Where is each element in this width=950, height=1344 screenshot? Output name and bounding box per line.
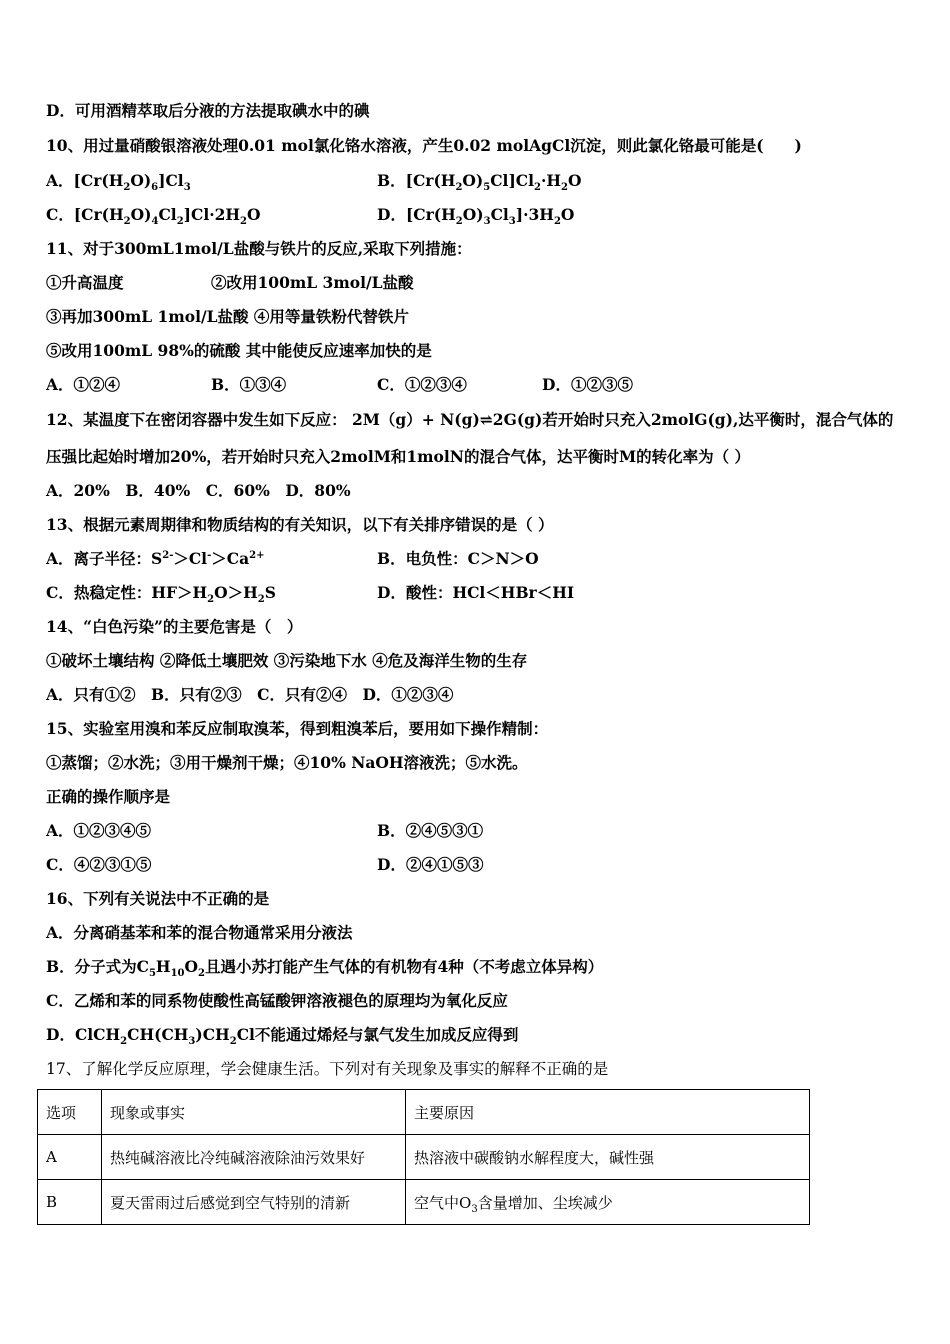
q15-order-prompt: 正确的操作顺序是 [46, 787, 171, 806]
q10-option-c: C．$[Cr(H_2O)_4Cl_2]Cl\cdot 2H_2O$ [46, 205, 261, 228]
q16-option-a: A．分离硝基苯和苯的混合物通常采用分液法 [46, 923, 353, 942]
row-a-fact: 热纯碱溶液比冷纯碱溶液除油污效果好 [102, 1135, 406, 1180]
q15-steps: ①蒸馏；②水洗；③用干燥剂干燥；④10% NaOH溶液洗；⑤水洗。 [46, 753, 528, 772]
q15-option-b: B．②④⑤③① [377, 821, 484, 840]
q15-option-c: C．④②③①⑤ [46, 855, 152, 874]
q16-option-d: D．$ClCH_2CH(CH_3)CH_2Cl$不能通过烯烃与氯气发生加成反应得到 [46, 1025, 519, 1048]
q16-option-b: B．分子式为$C_5H_{10}O_2$且遇小苏打能产生气体的有机物有4种（不考虑立体异构） [46, 957, 604, 980]
q11-option-b: B．①③④ [211, 375, 287, 394]
row-a-option: A [38, 1135, 102, 1180]
table-row [38, 1135, 810, 1180]
q16-option-c: C．乙烯和苯的同系物使酸性高锰酸钾溶液褪色的原理均为氧化反应 [46, 991, 508, 1010]
q10-options-row1 [46, 171, 582, 194]
q13-option-a: A．离子半径：$S^{2-}>Cl^->Ca^{2+}$ [46, 549, 265, 568]
table-row [38, 1180, 810, 1225]
q15-options-row1 [46, 821, 484, 841]
table-header-row [38, 1090, 810, 1135]
q13-options-row1 [46, 549, 539, 569]
row-b-option: B [38, 1180, 102, 1225]
header-option: 选项 [38, 1090, 102, 1135]
q13-option-b: B．电负性：C＞N＞O [377, 549, 539, 568]
q15-options-row2 [46, 855, 484, 875]
q11-stem: 11、对于300mL1mol/L盐酸与铁片的反应,采取下列措施： [46, 239, 472, 258]
q14-items: ①破坏土壤结构 ②降低土壤肥效 ③污染地下水 ④危及海洋生物的生存 [46, 651, 528, 670]
q15-stem: 15、实验室用溴和苯反应制取溴苯，得到粗溴苯后，要用如下操作精制： [46, 719, 549, 738]
q13-option-c: C．热稳定性：$HF>H_2O>H_2S$ [46, 583, 276, 606]
q11-measure-2: ②改用100mL 3mol/L盐酸 [211, 273, 414, 292]
q13-option-d: D．酸性：HCl＜HBr＜HI [377, 583, 575, 602]
row-b-fact: 夏天雷雨过后感觉到空气特别的清新 [102, 1180, 406, 1225]
q14-options: A．只有①② B．只有②③ C．只有②④ D．①②③④ [46, 685, 454, 704]
q10-options-row2 [46, 205, 575, 228]
header-reason: 主要原因 [406, 1090, 810, 1135]
q12-stem-line2: 压强比起始时增加20%，若开始时只充入2molM和1molN的混合气体，达平衡时M的转化率为（ ） [46, 447, 751, 466]
q12-options: A．20% B．40% C．60% D．80% [46, 481, 351, 500]
q10-option-d: D．$[Cr(H_2O)_3Cl_3]\cdot 3H_2O$ [377, 205, 575, 228]
q11-measure-1: ①升高温度 [46, 273, 124, 292]
q16-stem: 16、下列有关说法中不正确的是 [46, 889, 270, 908]
q11-option-c: C．①②③④ [377, 375, 467, 394]
q11-option-a: A．①②④ [46, 375, 121, 394]
q12-stem-line1: 12、某温度下在密闭容器中发生如下反应： 2M（g）+ N(g)⇌2G(g)若开始时只充入2molG(g),达平衡时，混合气体的 [46, 410, 894, 429]
q11-options [46, 375, 633, 395]
row-a-reason: 热溶液中碳酸钠水解程度大，碱性强 [406, 1135, 810, 1180]
q13-stem: 13、根据元素周期律和物质结构的有关知识，以下有关排序错误的是（ ） [46, 515, 554, 534]
row-b-reason: 空气中$O_3$含量增加、尘埃减少 [406, 1180, 810, 1225]
q14-stem: 14、“白色污染”的主要危害是（ ） [46, 617, 303, 636]
q11-measure-5: ⑤改用100mL 98%的硫酸 其中能使反应速率加快的是 [46, 341, 432, 360]
q11-measures-row1 [46, 273, 414, 293]
header-fact: 现象或事实 [102, 1090, 406, 1135]
q10-option-a: A．$[Cr(H_2O)_6]Cl_3$ [46, 171, 191, 194]
q15-option-d: D．②④①⑤③ [377, 855, 484, 874]
q10-option-b: B．$[Cr(H_2O)_5Cl]Cl_2\cdot H_2O$ [377, 171, 582, 194]
q9-option-d: D．可用酒精萃取后分液的方法提取碘水中的碘 [46, 101, 370, 120]
q17-stem: 17、了解化学反应原理，学会健康生活。下列对有关现象及事实的解释不正确的是 [46, 1060, 609, 1078]
q13-options-row2 [46, 583, 575, 606]
q11-measures-row2: ③再加300mL 1mol/L盐酸 ④用等量铁粉代替铁片 [46, 307, 409, 326]
q10-stem: 10、用过量硝酸银溶液处理0.01 mol氯化铬水溶液，产生0.02 molAgCl沉淀，则此氯化铬最可能是( ) [46, 136, 802, 155]
q17-table [37, 1089, 810, 1225]
q15-option-a: A．①②③④⑤ [46, 821, 152, 840]
q11-option-d: D．①②③⑤ [542, 375, 633, 394]
